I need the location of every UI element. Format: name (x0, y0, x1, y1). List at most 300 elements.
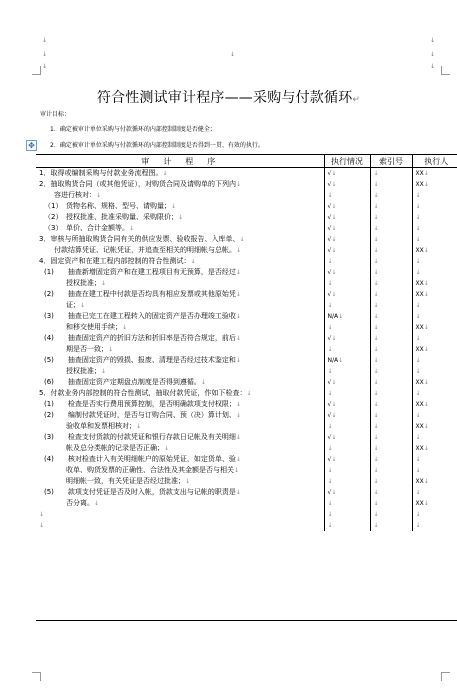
cell-mark: ↓ (415, 368, 421, 375)
cell-mark: ↓ (200, 379, 206, 386)
crop-mark-bottom-left (32, 672, 41, 681)
procedure-cell-text: 验收单和发票相核对； (66, 422, 136, 430)
cell-mark: ↓ (373, 434, 379, 441)
cell-mark: ↓ (39, 522, 45, 529)
cell-mark: ↓ (423, 170, 429, 177)
procedure-cell (36, 168, 324, 180)
cell-mark: ↓ (80, 302, 86, 309)
table-row (36, 190, 457, 201)
procedure-cell-text: 收单、购货发票的正确性、合法性及其金额是否与相关 (66, 466, 234, 474)
cell-mark: ↓ (415, 313, 421, 320)
cell-mark: ↓ (373, 247, 379, 254)
cell-mark: ↓ (327, 522, 333, 529)
execution-cell (324, 322, 370, 333)
table-row (36, 520, 457, 531)
cell-mark: ↓ (331, 236, 337, 243)
table-row (36, 487, 457, 498)
cell-mark: ↓ (331, 225, 337, 232)
cell-mark: ↓ (415, 335, 421, 342)
crop-mark-bottom-right (441, 672, 450, 681)
execution-cell-text: √ (327, 203, 332, 210)
cell-mark: ↓ (96, 192, 102, 199)
procedure-cell-text: 付款结算凭证、记帐凭证，并追查至相关的明细帐与总帐。 (54, 246, 236, 254)
table-row (36, 454, 457, 465)
execution-cell (324, 487, 370, 498)
person-cell-text: XX (415, 445, 424, 452)
table-move-handle-icon[interactable]: ✥ (26, 140, 37, 151)
procedure-cell (36, 355, 324, 366)
cell-mark: ↓ (415, 225, 421, 232)
person-cell (412, 520, 457, 531)
cell-mark: ↓ (373, 258, 379, 265)
table-body (36, 168, 457, 532)
cell-mark: ↓ (415, 456, 421, 463)
person-cell (412, 366, 457, 377)
table-row (36, 223, 457, 234)
procedure-cell (36, 465, 324, 476)
cell-mark: ↓ (373, 302, 379, 309)
cell-mark: ↓ (415, 511, 421, 518)
cell-mark: ↓ (327, 280, 333, 287)
cell-mark: ↓ (235, 181, 241, 188)
index-cell (370, 245, 412, 256)
header-mark: ↓ (42, 37, 48, 44)
execution-cell (324, 509, 370, 520)
execution-cell (324, 311, 370, 322)
cell-mark: ↓ (373, 280, 379, 287)
header-mark: ↓ (230, 51, 236, 58)
procedure-cell (36, 289, 324, 300)
person-cell (412, 399, 457, 410)
procedure-cell (36, 234, 324, 245)
person-cell (412, 322, 457, 333)
cell-mark: ↓ (162, 170, 168, 177)
index-cell (370, 410, 412, 421)
cell-mark: ↓ (235, 489, 241, 496)
cell-mark: ↓ (185, 478, 191, 485)
execution-cell (324, 223, 370, 234)
person-cell (412, 289, 457, 300)
table-row (36, 234, 457, 245)
cell-mark: ↓ (327, 478, 333, 485)
index-cell (370, 311, 412, 322)
cell-mark: ↓ (101, 368, 107, 375)
procedure-cell-text: 证； (66, 301, 80, 309)
procedure-cell (36, 278, 324, 289)
procedure-cell-text: 4．固定资产和在建工程内部控制的符合性测试： (39, 257, 191, 265)
cell-mark: ↓ (338, 313, 344, 320)
cell-mark: ↓ (128, 225, 134, 232)
cell-mark: ↓ (415, 302, 421, 309)
objective-2: 2．确定被审计单位采购与付款循环的内部控制制度是否得到一贯、有效的执行。 (50, 142, 264, 149)
objective-1: 1．确定被审计单位采购与付款循环的内部控制制度是否健全； (50, 126, 216, 133)
cell-mark: ↓ (327, 302, 333, 309)
cell-mark: ↓ (327, 192, 333, 199)
procedure-cell-text: 授权批准； (66, 367, 101, 375)
procedure-cell-text: (4) 核对检查计入有关明细帐户的原始凭证，如定货单、验 (44, 455, 236, 463)
index-cell (370, 443, 412, 454)
cell-mark: ↓ (373, 401, 379, 408)
index-cell (370, 520, 412, 531)
index-cell (370, 289, 412, 300)
procedure-cell-text: (3) 抽查已完工在建工程转入的固定资产是否办理竣工验收 (44, 312, 236, 320)
table-row (36, 322, 457, 333)
person-cell (412, 377, 457, 388)
execution-cell (324, 476, 370, 487)
header-mark: ↓ (430, 37, 436, 44)
procedure-cell (36, 212, 324, 223)
person-cell (412, 278, 457, 289)
cell-mark: ↓ (235, 313, 241, 320)
execution-cell-text: √ (327, 401, 332, 408)
execution-cell (324, 498, 370, 509)
table-row (36, 498, 457, 509)
table-row (36, 212, 457, 223)
cell-mark: ↓ (101, 280, 107, 287)
procedure-cell (36, 179, 324, 190)
execution-cell (324, 278, 370, 289)
cell-mark: ↓ (170, 203, 176, 210)
procedure-cell-text: (1) 抽查新增固定资产和在建工程项目有无预算，是否经过 (44, 268, 236, 276)
execution-cell (324, 179, 370, 190)
cell-mark: ↓ (423, 181, 429, 188)
cell-mark: ↓ (415, 390, 421, 397)
person-cell (412, 355, 457, 366)
cell-mark: ↓ (373, 511, 379, 518)
cell-mark: ↓ (415, 258, 421, 265)
table-row (36, 300, 457, 311)
person-cell (412, 443, 457, 454)
person-cell (412, 410, 457, 421)
header-procedure: 审 计 程 序 (36, 155, 324, 168)
execution-cell (324, 300, 370, 311)
table-row (36, 443, 457, 454)
table-row (36, 410, 457, 421)
cell-mark: ↓ (94, 500, 100, 507)
cell-mark: ↓ (327, 324, 333, 331)
index-cell (370, 179, 412, 190)
procedure-cell (36, 410, 324, 421)
person-cell (412, 421, 457, 432)
cell-mark: ↓ (373, 324, 379, 331)
person-cell-text: XX (415, 379, 424, 386)
person-cell-text: XX (415, 291, 424, 298)
procedure-cell-text: 容进行核对： (54, 191, 96, 199)
index-cell (370, 498, 412, 509)
procedure-cell-text: （2） 授权批准、批准采购量、采购限价； (44, 213, 178, 221)
cell-mark: ↓ (327, 368, 333, 375)
execution-cell (324, 267, 370, 278)
cell-mark: ↓ (327, 346, 333, 353)
execution-cell-text: N/A (327, 357, 339, 364)
cell-mark: ↓ (423, 379, 429, 386)
index-cell (370, 366, 412, 377)
index-cell (370, 487, 412, 498)
index-cell (370, 509, 412, 520)
person-cell (412, 245, 457, 256)
cell-mark: ↓ (373, 291, 379, 298)
procedure-cell-text: (3) 检查支付货款的付款凭证和银行存款日记帐及有关明细 (44, 433, 236, 441)
table-header-row (36, 155, 457, 168)
cell-mark: ↓ (331, 335, 337, 342)
procedure-cell (36, 454, 324, 465)
table-row (36, 421, 457, 432)
table-row (36, 465, 457, 476)
cell-mark: ↓ (373, 467, 379, 474)
person-cell (412, 168, 457, 180)
cell-mark: ↓ (327, 390, 333, 397)
cell-mark: ↓ (373, 445, 379, 452)
procedure-cell (36, 245, 324, 256)
cell-mark: ↓ (331, 170, 337, 177)
execution-cell (324, 454, 370, 465)
cell-mark: ↓ (423, 401, 429, 408)
cell-mark: ↓ (122, 324, 128, 331)
procedure-cell-text: 帐及总分类帐的记录是否正确； (66, 444, 164, 452)
cell-mark: ↓ (190, 258, 196, 265)
cell-mark: ↓ (423, 500, 429, 507)
procedure-cell-text: (1) 检查是否实行费用预算控制，是否明确款项支付权限； (44, 400, 236, 408)
procedure-cell (36, 432, 324, 443)
execution-cell (324, 410, 370, 421)
person-cell (412, 190, 457, 201)
index-cell (370, 234, 412, 245)
procedure-cell (36, 333, 324, 344)
cell-mark: ↓ (415, 467, 421, 474)
person-cell-text: XX (415, 324, 424, 331)
person-cell (412, 300, 457, 311)
table-row (36, 245, 457, 256)
execution-cell-text: √ (327, 181, 332, 188)
cell-mark: ↓ (423, 324, 429, 331)
procedure-cell (36, 256, 324, 267)
execution-cell (324, 344, 370, 355)
person-cell (412, 498, 457, 509)
cell-mark: ↓ (415, 269, 421, 276)
cell-mark: ↓ (415, 203, 421, 210)
cell-mark: ↓ (373, 423, 379, 430)
person-cell (412, 311, 457, 322)
person-cell (412, 179, 457, 190)
index-cell (370, 168, 412, 180)
cell-mark: ↓ (331, 456, 337, 463)
person-cell-text: XX (415, 247, 424, 254)
cell-mark: ↓ (164, 445, 170, 452)
procedure-cell (36, 190, 324, 201)
cell-mark: ↓ (246, 390, 252, 397)
table-row (36, 388, 457, 399)
crop-mark-top-right (441, 66, 450, 75)
execution-cell-text: √ (327, 225, 332, 232)
execution-cell-text: √ (327, 269, 332, 276)
table-row (36, 201, 457, 212)
cell-mark: ↓ (373, 181, 379, 188)
procedure-cell (36, 509, 324, 520)
cell-mark: ↓ (373, 214, 379, 221)
procedure-cell-text: 期是否一致； (66, 345, 108, 353)
cell-mark: ↓ (373, 522, 379, 529)
crop-mark-top-left (32, 66, 41, 75)
table-row (36, 278, 457, 289)
execution-cell-text: √ (327, 379, 332, 386)
person-cell-text: XX (415, 346, 424, 353)
procedure-cell (36, 223, 324, 234)
execution-cell (324, 355, 370, 366)
person-cell-text: XX (415, 280, 424, 287)
procedure-cell (36, 388, 324, 399)
cell-mark: ↓ (235, 401, 241, 408)
procedure-cell-text: 1．取得或编制采购与付款业务流程图。 (39, 169, 163, 177)
audit-objective-label: 审计目标： (40, 111, 71, 118)
person-cell (412, 256, 457, 267)
execution-cell (324, 366, 370, 377)
cell-mark: ↓ (338, 357, 344, 364)
cell-mark: ↓ (373, 313, 379, 320)
cell-mark: ↓ (239, 236, 245, 243)
cell-mark: ↓ (373, 225, 379, 232)
table-row (36, 179, 457, 190)
person-cell (412, 509, 457, 520)
person-cell-text: XX (415, 170, 424, 177)
person-cell (412, 223, 457, 234)
cell-mark: ↓ (234, 467, 240, 474)
index-cell (370, 190, 412, 201)
index-cell (370, 322, 412, 333)
execution-cell (324, 190, 370, 201)
table-row (36, 344, 457, 355)
cell-mark: ↓ (423, 445, 429, 452)
table-row (36, 377, 457, 388)
page-title (0, 87, 457, 107)
header-index: 索引号 (370, 155, 412, 168)
cell-mark: ↓ (235, 335, 241, 342)
execution-cell (324, 432, 370, 443)
procedure-cell-text: (2) 编制付款凭证时，是否与订购合同、预（决）算计划、 (44, 411, 236, 419)
procedure-cell-text: (5) 款项支付凭证是否及时入帐，货款支出与记帐的职责是 (44, 488, 236, 496)
person-cell (412, 476, 457, 487)
table-row (36, 432, 457, 443)
cell-mark: ↓ (423, 247, 429, 254)
paragraph-mark: ↵ (352, 95, 361, 105)
cell-mark: ↓ (415, 214, 421, 221)
index-cell (370, 476, 412, 487)
index-cell (370, 344, 412, 355)
execution-cell (324, 256, 370, 267)
person-cell-text: XX (415, 500, 424, 507)
cell-mark: ↓ (373, 335, 379, 342)
person-cell (412, 454, 457, 465)
cell-mark: ↓ (235, 412, 241, 419)
procedure-cell (36, 476, 324, 487)
cell-mark: ↓ (373, 357, 379, 364)
cell-mark: ↓ (136, 423, 142, 430)
procedure-cell (36, 399, 324, 410)
person-cell-text: XX (415, 401, 424, 408)
table-row (36, 333, 457, 344)
procedure-cell (36, 344, 324, 355)
person-cell (412, 234, 457, 245)
person-cell (412, 465, 457, 476)
execution-cell (324, 289, 370, 300)
procedure-cell-text: (6) 抽查固定资产定期盘点制度是否得到遵循。 (44, 378, 201, 386)
table-row (36, 399, 457, 410)
cell-mark: ↓ (373, 192, 379, 199)
procedure-cell-text: (5) 抽查固定资产的毁损、报废、清理是否经过技术鉴定和 (44, 356, 236, 364)
cell-mark: ↓ (415, 357, 421, 364)
audit-procedure-table (36, 154, 457, 531)
cell-mark: ↓ (415, 236, 421, 243)
cell-mark: ↓ (423, 280, 429, 287)
table-row (36, 355, 457, 366)
cell-mark: ↓ (331, 379, 337, 386)
index-cell (370, 388, 412, 399)
cell-mark: ↓ (373, 236, 379, 243)
cell-mark: ↓ (235, 291, 241, 298)
header-mark: ↓ (430, 51, 436, 58)
procedure-cell (36, 520, 324, 531)
cell-mark: ↓ (331, 489, 337, 496)
person-cell-text: XX (415, 478, 424, 485)
page-title-text: 符合性测试审计程序——采购与付款循环 (96, 90, 353, 106)
cell-mark: ↓ (235, 434, 241, 441)
execution-cell-text: √ (327, 291, 332, 298)
header-execution: 执行情况 (324, 155, 370, 168)
execution-cell-text: √ (327, 170, 332, 177)
header-mark: ↓ (42, 51, 48, 58)
cell-mark: ↓ (373, 368, 379, 375)
cell-mark: ↓ (235, 456, 241, 463)
execution-cell (324, 168, 370, 180)
person-cell (412, 267, 457, 278)
index-cell (370, 399, 412, 410)
person-cell-text: XX (415, 423, 424, 430)
cell-mark: ↓ (327, 423, 333, 430)
procedure-cell (36, 487, 324, 498)
cell-mark: ↓ (415, 412, 421, 419)
execution-cell (324, 421, 370, 432)
execution-cell-text: √ (327, 434, 332, 441)
cell-mark: ↓ (331, 247, 337, 254)
execution-cell-text: N/A (327, 313, 339, 320)
procedure-cell (36, 366, 324, 377)
table-row (36, 509, 457, 520)
execution-cell-text: √ (327, 335, 332, 342)
cell-mark: ↓ (39, 511, 45, 518)
execution-cell (324, 465, 370, 476)
execution-cell (324, 399, 370, 410)
execution-cell (324, 212, 370, 223)
procedure-cell (36, 300, 324, 311)
procedure-cell (36, 421, 324, 432)
procedure-cell (36, 201, 324, 212)
index-cell (370, 256, 412, 267)
index-cell (370, 267, 412, 278)
procedure-cell-text: 5．付款业务内部控制的符合性测试，抽取付款凭证，作如下检查： (39, 389, 247, 397)
cell-mark: ↓ (415, 434, 421, 441)
index-cell (370, 278, 412, 289)
procedure-cell (36, 267, 324, 278)
index-cell (370, 421, 412, 432)
cell-mark: ↓ (331, 203, 337, 210)
table-row (36, 366, 457, 377)
cell-mark: ↓ (235, 269, 241, 276)
person-cell (412, 201, 457, 212)
procedure-cell-text: （1） 货物名称、规格、型号、请购量； (44, 202, 171, 210)
table-bottom-border (36, 620, 457, 621)
procedure-cell-text: (4) 抽查固定资产的折旧方法和折旧率是否符合规定，前后 (44, 334, 236, 342)
index-cell (370, 377, 412, 388)
index-cell (370, 454, 412, 465)
